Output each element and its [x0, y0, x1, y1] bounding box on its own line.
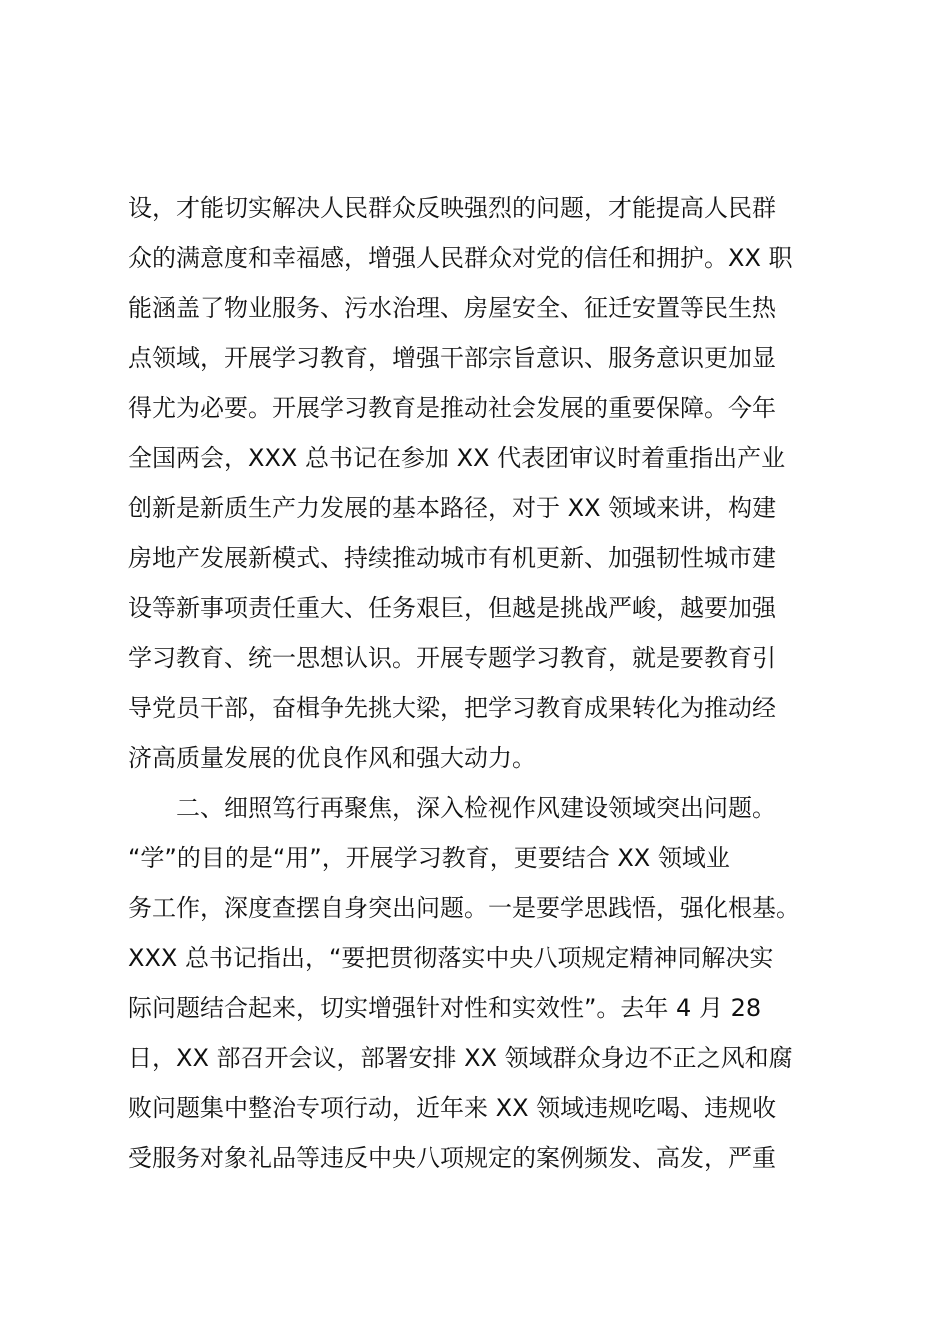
- body-text-line: XXX 总书记指出，“要把贯彻落实中央八项规定精神同解决实: [128, 944, 774, 972]
- body-text-line: 际问题结合起来，切实增强针对性和实效性”。去年 4 月 28: [128, 994, 762, 1022]
- body-text-line: 全国两会，XXX 总书记在参加 XX 代表团审议时着重指出产业: [128, 444, 786, 472]
- body-text-line: 务工作，深度查摆自身突出问题。一是要学思践悟，强化根基。: [128, 894, 800, 922]
- body-text-line: 点领域，开展学习教育，增强干部宗旨意识、服务意识更加显: [128, 344, 776, 372]
- body-text-line: 学习教育、统一思想认识。开展专题学习教育，就是要教育引: [128, 644, 776, 672]
- body-text-line: 众的满意度和幸福感，增强人民群众对党的信任和拥护。XX 职: [128, 244, 793, 272]
- section-heading: 二、细照笃行再聚焦，深入检视作风建设领域突出问题。: [176, 794, 776, 822]
- body-text-line: 房地产发展新模式、持续推动城市有机更新、加强韧性城市建: [128, 544, 776, 572]
- body-text-line: 创新是新质生产力发展的基本路径，对于 XX 领域来讲，构建: [128, 494, 777, 522]
- body-text-line: 设，才能切实解决人民群众反映强烈的问题，才能提高人民群: [128, 194, 776, 222]
- body-text-line: 败问题集中整治专项行动，近年来 XX 领域违规吃喝、违规收: [128, 1094, 777, 1122]
- body-text-line: 受服务对象礼品等违反中央八项规定的案例频发、高发，严重: [128, 1144, 776, 1172]
- body-text-line: 设等新事项责任重大、任务艰巨，但越是挑战严峻，越要加强: [128, 594, 776, 622]
- body-text-line: 济高质量发展的优良作风和强大动力。: [128, 744, 536, 772]
- body-text-line: 得尤为必要。开展学习教育是推动社会发展的重要保障。今年: [128, 394, 776, 422]
- body-text-line: 导党员干部，奋楫争先挑大梁，把学习教育成果转化为推动经: [128, 694, 776, 722]
- body-text-line: 能涵盖了物业服务、污水治理、房屋安全、征迁安置等民生热: [128, 294, 776, 322]
- body-text-line: “学”的目的是“用”，开展学习教育，更要结合 XX 领域业: [128, 844, 730, 872]
- body-text-line: 日，XX 部召开会议，部署安排 XX 领域群众身边不正之风和腐: [128, 1044, 793, 1072]
